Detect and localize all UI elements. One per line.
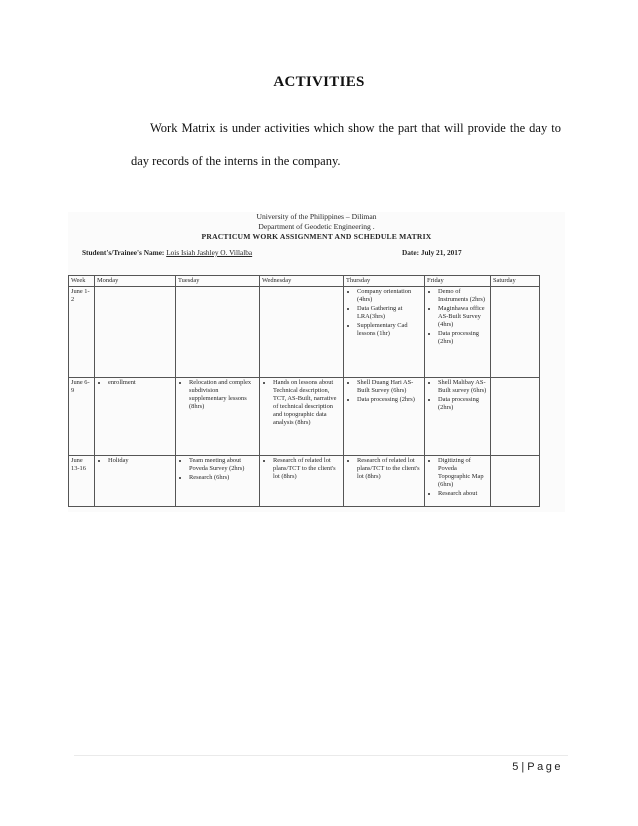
intro-paragraph <box>131 112 561 178</box>
task-item: • Maginhawa office AS-Built Survey (4hrs) <box>438 305 488 329</box>
wednesday-task-list <box>262 457 341 481</box>
week-cell: June 1-2 <box>69 287 95 378</box>
work-matrix-image <box>68 212 565 512</box>
monday-cell <box>95 287 176 378</box>
header-tuesday: Tuesday <box>176 276 260 287</box>
week-cell: June 13-16 <box>69 456 95 507</box>
task-item: • Research about <box>438 490 488 498</box>
friday-task-list <box>427 288 488 346</box>
task-item: • Company orientation (4hrs) <box>357 288 422 304</box>
task-item: • Hands on lessons about Technical description, TCT, AS-Built, narrative of technical description and topographic data analysis (8hrs) <box>273 379 341 427</box>
wednesday-cell <box>260 378 344 456</box>
thursday-cell <box>344 378 425 456</box>
page-footer <box>512 761 563 773</box>
tuesday-task-list <box>178 379 257 411</box>
student-label: Student's/Trainee's Name: <box>82 248 165 257</box>
wednesday-cell <box>260 456 344 507</box>
saturday-cell <box>491 456 540 507</box>
task-item: • Relocation and complex subdivision supplementary lessons (8hrs) <box>189 379 257 411</box>
matrix-header <box>68 212 565 242</box>
tuesday-cell <box>176 378 260 456</box>
monday-task-list <box>97 379 173 387</box>
wednesday-cell <box>260 287 344 378</box>
thursday-cell <box>344 456 425 507</box>
task-item: • Data processing (2hrs) <box>438 396 488 412</box>
wednesday-task-list <box>262 379 341 427</box>
task-item: • Shell Duang Hari AS-Built Survey (6hrs) <box>357 379 422 395</box>
task-item: • Shell Malibay AS-Built survey (6hrs) <box>438 379 488 395</box>
thursday-task-list <box>346 288 422 338</box>
matrix-date: Date: July 21, 2017 <box>402 248 462 257</box>
task-item: • Research (6hrs) <box>189 474 257 482</box>
task-item: • Demo of Instruments (2hrs) <box>438 288 488 304</box>
friday-cell <box>425 287 491 378</box>
table-row <box>69 456 540 507</box>
task-item: • Digitizing of Poveda Topographic Map (6hrs) <box>438 457 488 489</box>
task-item: • Research of related lot plans/TCT to the client's lot (8hrs) <box>357 457 422 481</box>
task-item: • Team meeting about Poveda Survey (2hrs) <box>189 457 257 473</box>
friday-cell <box>425 456 491 507</box>
tuesday-cell <box>176 287 260 378</box>
header-thursday: Thursday <box>344 276 425 287</box>
page-heading: ACTIVITIES <box>273 74 365 90</box>
friday-task-list <box>427 379 488 412</box>
saturday-cell <box>491 378 540 456</box>
university-name: University of the Philippines – Diliman <box>256 212 377 221</box>
header-wednesday: Wednesday <box>260 276 344 287</box>
table-row <box>69 378 540 456</box>
header-week: Week <box>69 276 95 287</box>
task-item: • Data processing (2hrs) <box>438 330 488 346</box>
header-saturday: Saturday <box>491 276 540 287</box>
matrix-meta <box>68 246 565 260</box>
page-word: Page <box>527 761 563 773</box>
department-name: Department of Geodetic Engineering . <box>258 222 375 231</box>
saturday-cell <box>491 287 540 378</box>
intro-paragraph-text: Work Matrix is under activities which show the part that will provide the day to day records of the interns in the company. <box>131 121 561 168</box>
monday-cell <box>95 456 176 507</box>
tuesday-task-list <box>178 457 257 482</box>
table-header-row <box>69 276 540 287</box>
task-item: • Supplementary Cad lessons (1hr) <box>357 322 422 338</box>
table-row <box>69 287 540 378</box>
student-name: Lois Isiah Jashley O. Villalba <box>166 248 253 257</box>
monday-cell <box>95 378 176 456</box>
page-number: 5 <box>512 761 519 773</box>
monday-task-list <box>97 457 173 465</box>
task-item: • Holiday <box>108 457 173 465</box>
footer-divider <box>74 755 568 756</box>
thursday-cell <box>344 287 425 378</box>
student-line <box>82 248 252 257</box>
header-monday: Monday <box>95 276 176 287</box>
matrix-title: PRACTICUM WORK ASSIGNMENT AND SCHEDULE MATRIX <box>201 232 432 241</box>
task-item: • Research of related lot plans/TCT to the client's lot (8hrs) <box>273 457 341 481</box>
header-friday: Friday <box>425 276 491 287</box>
week-cell: June 6-9 <box>69 378 95 456</box>
task-item: • Data Gathering at LRA(3hrs) <box>357 305 422 321</box>
tuesday-cell <box>176 456 260 507</box>
page-separator: | <box>521 761 525 773</box>
task-item: • enrollment <box>108 379 173 387</box>
thursday-task-list <box>346 379 422 404</box>
task-item: • Data processing (2hrs) <box>357 396 422 404</box>
friday-task-list <box>427 457 488 498</box>
friday-cell <box>425 378 491 456</box>
schedule-table <box>68 275 540 507</box>
thursday-task-list <box>346 457 422 481</box>
